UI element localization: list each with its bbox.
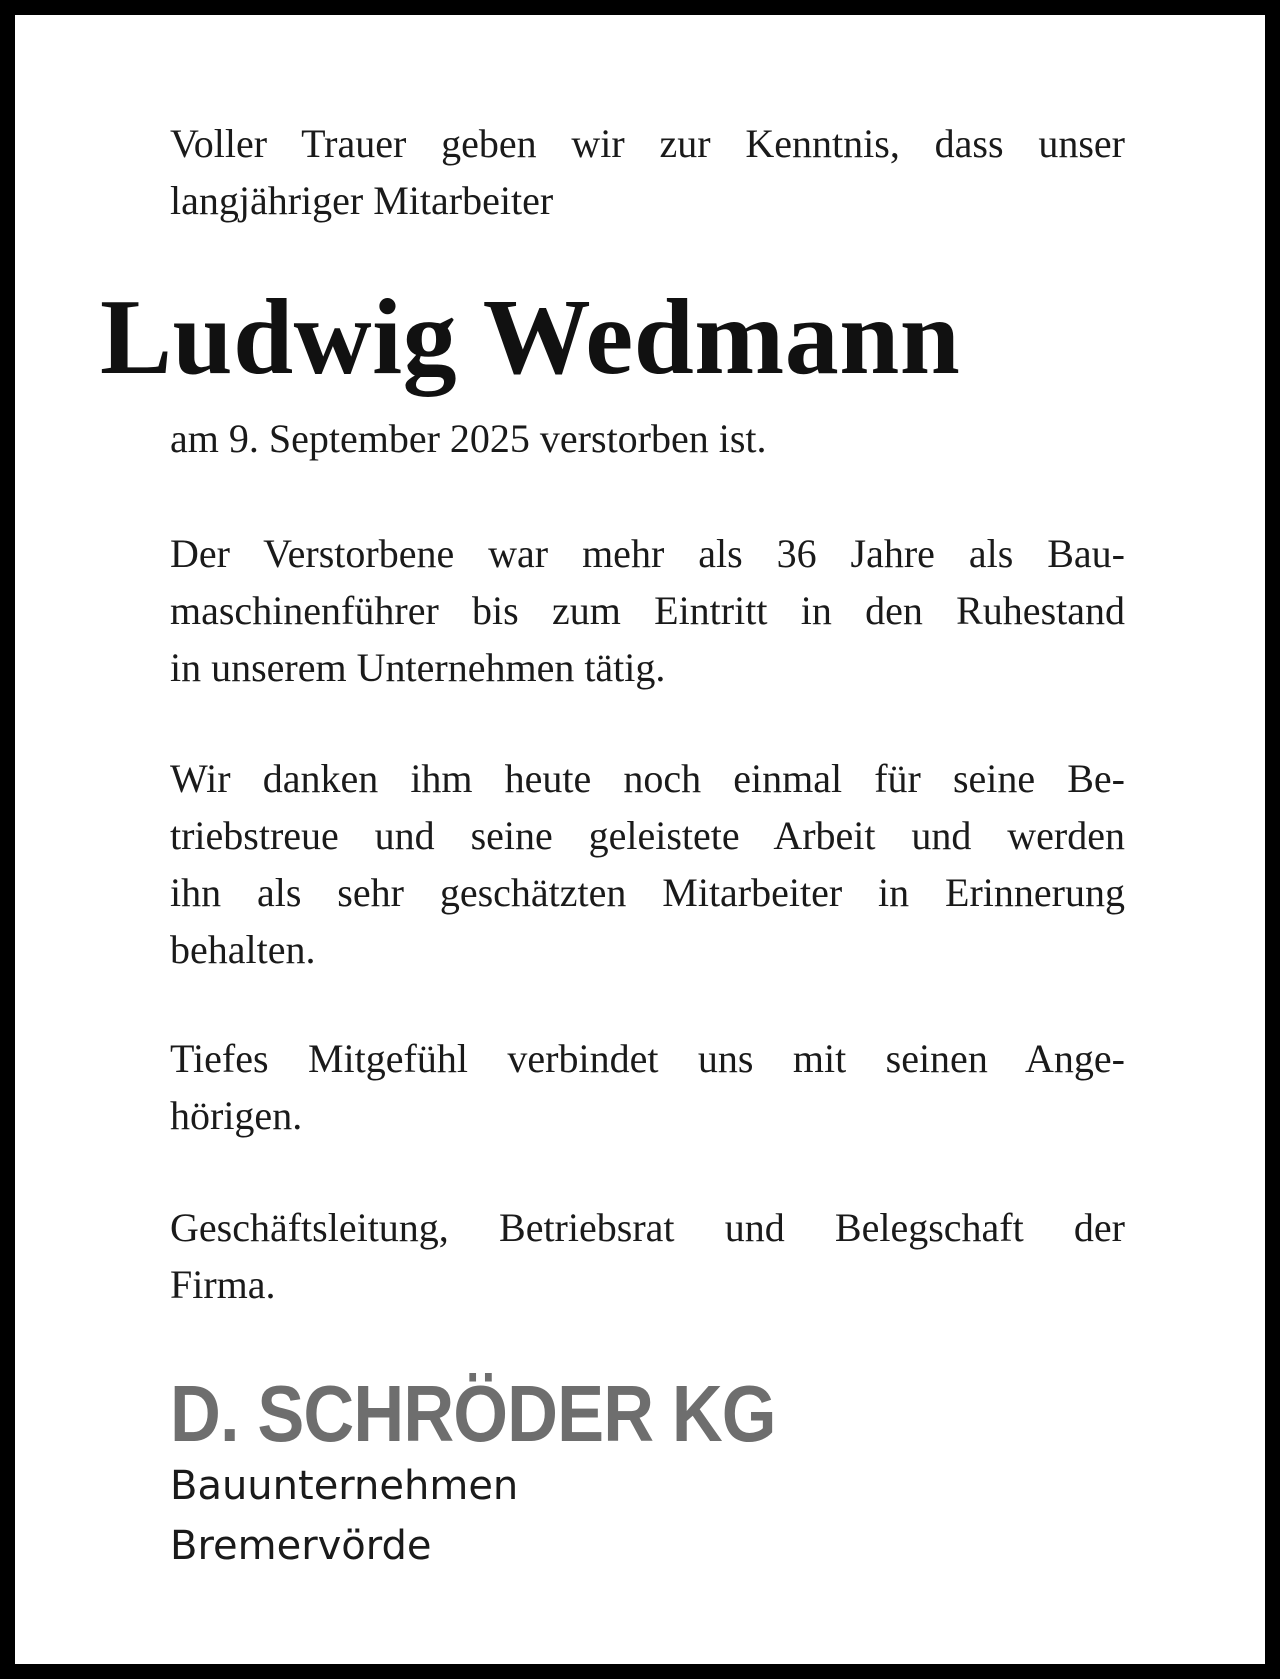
paragraph-career-line-3: in unserem Unternehmen tätig. [170, 645, 666, 690]
intro-line-1: Voller Trauer geben wir zur Kenntnis, dass unser [170, 121, 1125, 166]
paragraph-thanks-line-4: behalten. [170, 927, 316, 972]
paragraph-signatories [170, 1199, 1125, 1313]
paragraph-career-line-1: Der Verstorbene war mehr als 36 Jahre als Bau- [170, 531, 1125, 576]
company-city: Bremervörde [170, 1523, 432, 1569]
paragraph-career [170, 525, 1125, 696]
paragraph-condolence-line-1: Tiefes Mitgefühl verbindet uns mit seinen Ange- [170, 1036, 1125, 1081]
paragraph-condolence-line-2: hörigen. [170, 1093, 303, 1138]
company-logo-name: D. SCHRÖDER KG [170, 1369, 776, 1458]
paragraph-thanks-line-1: Wir danken ihm heute noch einmal für seine Be- [170, 756, 1125, 801]
obituary-notice [15, 15, 1265, 1664]
company-type: Bauunternehmen [170, 1463, 519, 1509]
paragraph-career-line-2: maschinenführer bis zum Eintritt in den Ruhestand [170, 588, 1125, 633]
paragraph-signatories-line-2: Firma. [170, 1262, 276, 1307]
intro-text [170, 115, 1125, 229]
paragraph-signatories-line-1: Geschäftsleitung, Betriebsrat und Belegschaft der [170, 1205, 1125, 1250]
deceased-name: Ludwig Wedmann [100, 278, 961, 397]
date-text: am 9. September 2025 verstorben ist. [170, 416, 767, 461]
paragraph-condolence [170, 1030, 1125, 1144]
paragraph-thanks-line-3: ihn als sehr geschätzten Mitarbeiter in Erinnerung [170, 870, 1125, 915]
date-line [170, 410, 1125, 467]
paragraph-thanks [170, 750, 1125, 978]
paragraph-thanks-line-2: triebstreue und seine geleistete Arbeit und werden [170, 813, 1125, 858]
intro-line-2: langjähriger Mitarbeiter [170, 178, 554, 223]
